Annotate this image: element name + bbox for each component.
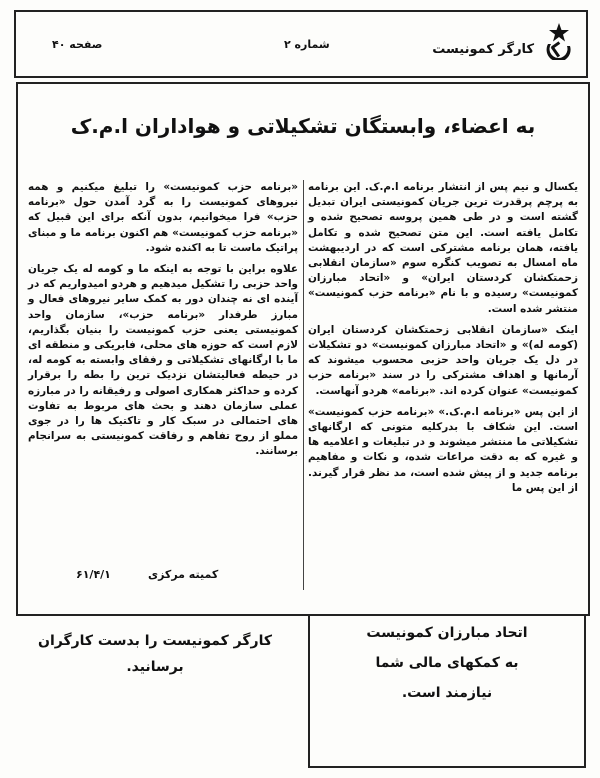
column-divider xyxy=(303,180,304,590)
signature-date: ۶۱/۴/۱ xyxy=(76,568,111,581)
appeal-line: برسانید. xyxy=(126,659,184,675)
page-number: صفحه ۴۰ xyxy=(52,38,103,51)
issue-number: شماره ۲ xyxy=(284,38,330,51)
appeal-distribute xyxy=(20,628,290,680)
appeal-line: به کمکهای مالی شما xyxy=(375,655,519,671)
masthead-title: کارگر کمونیست xyxy=(432,42,534,57)
signature-name: کمیته مرکزی xyxy=(148,568,219,581)
article-title: به اعضاء، وابستگان تشکیلاتی و هواداران ا.م.ک xyxy=(70,114,536,138)
article-paragraph: از این پس «برنامه ا.م.ک.» «برنامه حزب کمونیست» است. این شکاف با بدرکلیه متونی که ارگانهای تشکیلاتی ما منتشر میشوند و در تبلیغات و اعلامیه ها و غیره که به دقت مراعات شده، و نکات و مفاهیم برنامه جدید و از پیش شده است، مد نظر قرار گیرند. از این پس ما xyxy=(308,405,578,494)
masthead xyxy=(14,10,588,78)
article-paragraph: علاوه براین با توجه به اینکه ما و کومه له یک جریان واحد حزبی را تشکیل میدهیم و هردو امیدواریم که در آینده ای نه چندان دور به کمک سایر نیروهای فعال و مبارز طرفدار «برنامه حزب»، سازمان واحد کمونیستی یعنی حزب کمونیست را بنیان بگذاریم، لازم است که حوزه های محلی، فابریکی و منطقه ای ما با ارگانهای تشکیلاتی و رفقای وابسته به کومه له، در حیطه فعالیتشان نزدیک ترین را بطه را برقرار کرده و حداکثر همکاری اصولی و رفیقانه را در مبارزه عملی سازمان دهند و بحث های مربوط به تفاوت های احتمالی در سبک کار و تاکتیک ها را در جوی مملو از روح تفاهم و رفاقت کمونیستی به سرانجام برسانند. xyxy=(28,263,298,458)
article-column-left xyxy=(28,180,298,466)
appeal-line: کارگر کمونیست را بدست کارگران xyxy=(38,633,272,649)
article-box xyxy=(16,82,590,616)
appeal-donations-box xyxy=(308,614,586,768)
article-paragraph: یکسال و نیم پس از انتشار برنامه ا.م.ک. این برنامه به پرچم پرقدرت ترین جریان کمونیستی ایران تبدیل گشته است و در طی همین پروسه تصحیح شده و تکامل یافته است. این متن تصحیح شده و تکامل یافته، همان برنامه مشترکی است که در اردیبهشت ماه امسال به تصویب کنگره سوم «سازمان انقلابی زحمتکشان کردستان ایران» و «اتحاد مبارزان کمونیست» رسیده و با نام «برنامه حزب کمونیست» منتشر شده است. xyxy=(308,181,578,315)
appeal-line: اتحاد مبارزان کمونیست xyxy=(366,625,528,641)
article-paragraph: «برنامه حزب کمونیست» را تبلیغ میکنیم و همه نیروهای کمونیست را به گرد آمدن حول «برنامه حزب» فرا میخوانیم، بدون آنکه برای این قبیل که «برنامه حزب کمونیست» هم اکنون برنامه ما و مبنای پراتیک ماست تا به اکنده شود. xyxy=(28,181,298,254)
article-paragraph: اینک «سازمان انقلابی زحمتکشان کردستان ایران (کومه له)» و «اتحاد مبارزان کمونیست» دو تشکیلات در دل یک جریان واحد حزبی محسوب میشوند که آرمانها و اهداف مشترکی را در سند «برنامه حزب کمونیست» عنوان کرده اند. «برنامه» هردو آنهاست. xyxy=(308,323,578,397)
hammer-sickle-star-icon xyxy=(542,22,576,60)
article-column-right xyxy=(308,180,578,502)
appeal-line: نیازمند است. xyxy=(401,685,493,701)
